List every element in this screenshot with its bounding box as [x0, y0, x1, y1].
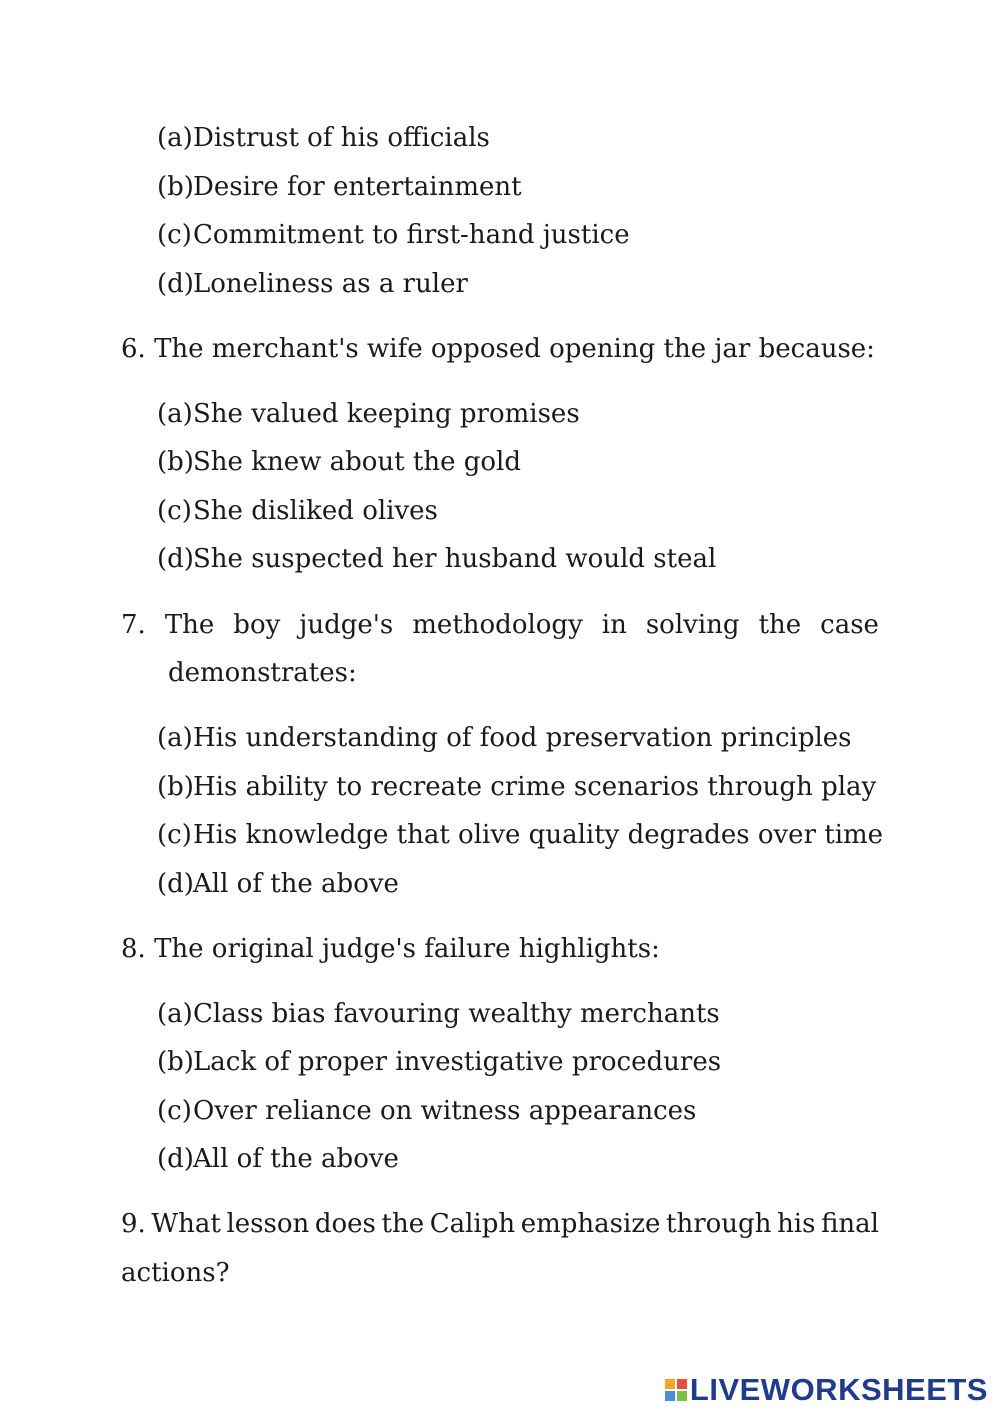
q7-word: 7.	[121, 610, 146, 640]
q7-word: The	[164, 610, 215, 640]
option-label: (d)	[157, 869, 194, 899]
option-text: His understanding of food preservation principles	[193, 723, 852, 753]
option-label: (c)	[157, 1096, 192, 1126]
q8-option-c[interactable]	[157, 1096, 696, 1126]
option-text: Commitment to first-hand justice	[193, 220, 630, 250]
option-label: (a)	[157, 399, 193, 429]
q7-word: solving	[645, 610, 740, 640]
option-text: She knew about the gold	[193, 447, 521, 477]
question-6: 6. The merchant's wife opposed opening the jar because:	[121, 334, 875, 364]
question-7	[121, 610, 879, 640]
option-text: His ability to recreate crime scenarios through play	[193, 772, 877, 802]
option-label: (a)	[157, 723, 193, 753]
option-label: (d)	[157, 544, 194, 574]
q9-word: lesson	[226, 1209, 310, 1239]
q5-option-c[interactable]	[157, 220, 630, 250]
q7-option-c[interactable]	[157, 820, 883, 850]
q9-word: final	[821, 1209, 879, 1239]
option-label: (d)	[157, 269, 194, 299]
option-label: (b)	[157, 1047, 194, 1077]
q5-option-d[interactable]	[157, 269, 468, 299]
option-text: She disliked olives	[193, 496, 438, 526]
q9-word: his	[777, 1209, 816, 1239]
q7-word: case	[820, 610, 879, 640]
option-label: (c)	[157, 220, 192, 250]
q9-word: does	[314, 1209, 376, 1239]
option-text: Distrust of his officials	[193, 123, 490, 153]
q6-option-a[interactable]	[157, 399, 580, 429]
q9-word: through	[666, 1209, 772, 1239]
option-label: (b)	[157, 172, 194, 202]
q5-option-b[interactable]	[157, 172, 522, 202]
q7-word: methodology	[412, 610, 583, 640]
q6-option-c[interactable]	[157, 496, 438, 526]
brand-text: LIVEWORKSHEETS	[689, 1372, 988, 1407]
q7-option-b[interactable]	[157, 772, 876, 802]
option-text: Desire for entertainment	[193, 172, 522, 202]
q9-word: 9.	[121, 1209, 146, 1239]
option-label: (a)	[157, 123, 193, 153]
question-9	[121, 1209, 879, 1239]
question-8: 8. The original judge's failure highlights:	[121, 934, 660, 964]
q9-word: What	[151, 1209, 221, 1239]
option-text: She suspected her husband would steal	[193, 544, 717, 574]
q8-option-b[interactable]	[157, 1047, 721, 1077]
q7-word: judge's	[299, 610, 394, 640]
option-label: (b)	[157, 772, 194, 802]
question-7-line-2: demonstrates:	[168, 658, 357, 688]
q7-word: the	[758, 610, 802, 640]
option-label: (c)	[157, 496, 192, 526]
option-text: All of the above	[193, 1144, 399, 1174]
q7-option-a[interactable]	[157, 723, 852, 753]
question-9-line-2: actions?	[121, 1258, 230, 1288]
q6-option-b[interactable]	[157, 447, 521, 477]
q9-word: Caliph	[429, 1209, 516, 1239]
option-label: (c)	[157, 820, 192, 850]
q8-option-a[interactable]	[157, 999, 720, 1029]
option-text: His knowledge that olive quality degrades over time	[193, 820, 884, 850]
liveworksheets-brand[interactable]	[665, 1372, 988, 1408]
option-text: She valued keeping promises	[193, 399, 580, 429]
q7-word: boy	[233, 610, 281, 640]
option-label: (d)	[157, 1144, 194, 1174]
q7-option-d[interactable]	[157, 869, 399, 899]
option-text: Lack of proper investigative procedures	[193, 1047, 722, 1077]
q7-word: in	[601, 610, 627, 640]
liveworksheets-logo-icon	[665, 1379, 687, 1401]
q8-option-d[interactable]	[157, 1144, 399, 1174]
option-text: Class bias favouring wealthy merchants	[193, 999, 720, 1029]
option-text: All of the above	[193, 869, 399, 899]
option-text: Over reliance on witness appearances	[193, 1096, 697, 1126]
q5-option-a[interactable]	[157, 123, 490, 153]
q6-option-d[interactable]	[157, 544, 716, 574]
q9-word: emphasize	[520, 1209, 661, 1239]
option-text: Loneliness as a ruler	[193, 269, 468, 299]
option-label: (a)	[157, 999, 193, 1029]
q9-word: the	[381, 1209, 425, 1239]
option-label: (b)	[157, 447, 194, 477]
